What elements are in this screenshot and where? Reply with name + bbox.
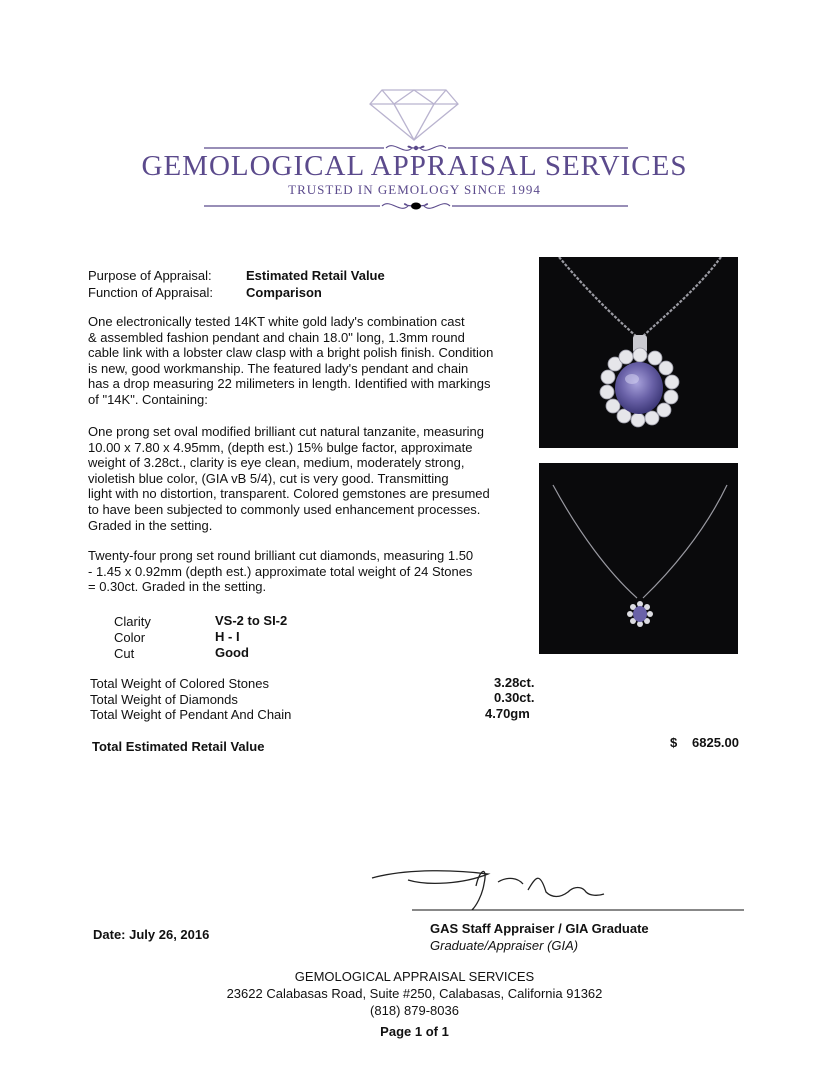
total-value-colored-stones: 3.28ct. bbox=[494, 675, 535, 690]
tanzanite-paragraph: One prong set oval modified brilliant cut natural tanzanite, measuring 10.00 x 7.80 x 4.95mm, (depth est.) 15% bulge factor, approximate weight of 3.28ct., clarity is eye clean, medium, moderately strong, violetish blue color, (GIA vB 5/4), cut is very good. Transmitting light with no distortion, transparent. Colored gemstones are presumed to have been subjected to commonly used enhancement processes. Graded in the setting. bbox=[88, 424, 490, 533]
appraiser-signature bbox=[368, 862, 748, 916]
function-value: Comparison bbox=[246, 285, 322, 300]
appraiser-title: GAS Staff Appraiser / GIA Graduate bbox=[430, 921, 649, 936]
total-value-pendant-chain: 4.70gm bbox=[485, 706, 530, 721]
total-value-diamonds: 0.30ct. bbox=[494, 690, 535, 705]
diamonds-paragraph: Twenty-four prong set round brilliant cut diamonds, measuring 1.50 - 1.45 x 0.92mm (depth est.) approximate total weight of 24 Stones = 0.30ct. Graded in the setting. bbox=[88, 548, 474, 595]
purpose-label: Purpose of Appraisal: bbox=[88, 268, 212, 283]
grade-label-clarity: Clarity bbox=[114, 614, 151, 629]
diamond-logo-icon bbox=[364, 82, 464, 144]
grade-value-color: H - I bbox=[215, 629, 240, 644]
footer-address: 23622 Calabasas Road, Suite #250, Calabasas, California 91362 bbox=[226, 986, 603, 1001]
grade-value-cut: Good bbox=[215, 645, 249, 660]
grade-label-color: Color bbox=[114, 630, 146, 645]
pendant-chain-photo bbox=[539, 463, 738, 654]
footer-phone: (818) 879-8036 bbox=[370, 1003, 459, 1018]
total-label-pendant-chain: Total Weight of Pendant And Chain bbox=[90, 707, 292, 722]
grade-value-clarity: VS-2 to SI-2 bbox=[215, 613, 288, 628]
total-label-colored-stones: Total Weight of Colored Stones bbox=[90, 676, 269, 691]
pendant-chain-image bbox=[539, 463, 738, 654]
description-paragraph: One electronically tested 14KT white gold lady's combination cast & assembled fashion pendant and chain 18.0" long, 1.3mm round cable link with a lobster claw clasp with a bright polish finish. Condition is new, good workmanship. The featured lady's pendant and chain has a drop measuring 22 milimeters in length. Identified with markings of "14K". Containing: bbox=[88, 314, 494, 407]
page-number: Page 1 of 1 bbox=[380, 1024, 449, 1039]
grade-label-cut: Cut bbox=[114, 646, 135, 661]
appraiser-subtitle: Graduate/Appraiser (GIA) bbox=[430, 938, 579, 953]
total-label-diamonds: Total Weight of Diamonds bbox=[90, 692, 238, 707]
pendant-closeup-image bbox=[539, 257, 738, 448]
company-tagline: TRUSTED IN GEMOLOGY SINCE 1994 bbox=[288, 182, 541, 197]
footer-company: GEMOLOGICAL APPRAISAL SERVICES bbox=[294, 969, 535, 984]
purpose-value: Estimated Retail Value bbox=[246, 268, 385, 283]
company-title: GEMOLOGICAL APPRAISAL SERVICES bbox=[141, 150, 688, 182]
appraisal-date: Date: July 26, 2016 bbox=[93, 927, 210, 942]
estimate-currency: $ bbox=[670, 735, 678, 750]
estimate-amount: 6825.00 bbox=[692, 735, 739, 750]
function-label: Function of Appraisal: bbox=[88, 285, 214, 300]
bottom-ornament-rule bbox=[204, 196, 628, 216]
estimate-label: Total Estimated Retail Value bbox=[92, 739, 265, 754]
pendant-closeup-photo bbox=[539, 257, 738, 448]
